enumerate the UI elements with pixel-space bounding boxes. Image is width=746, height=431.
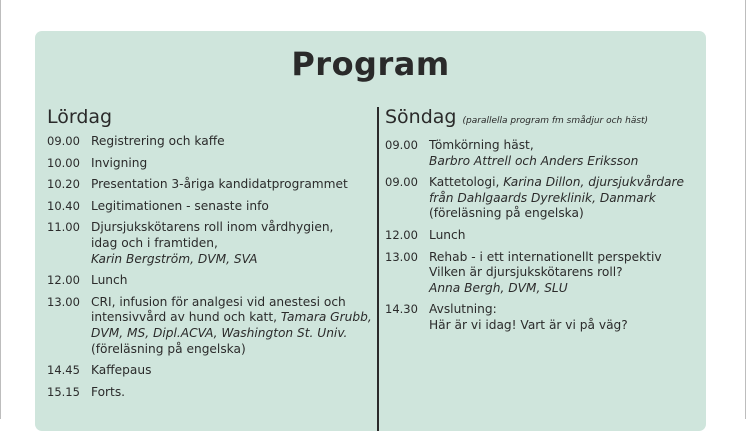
schedule-description (429, 138, 703, 169)
description-line (429, 206, 703, 222)
schedule-description (91, 295, 372, 357)
schedule-time: 15.15 (47, 384, 80, 399)
schedule-description (91, 220, 367, 267)
description-text: Lunch (91, 273, 128, 288)
description-line (91, 199, 367, 215)
saturday-column (47, 105, 372, 406)
description-text: Presentation 3-åriga kandidatprogrammet (91, 177, 348, 192)
description-text: Anna Bergh, DVM, SLU (429, 280, 568, 295)
page-border-left (0, 0, 1, 419)
description-text: Forts. (91, 384, 126, 399)
description-line (91, 236, 367, 252)
schedule-time: 13.00 (385, 249, 418, 264)
description-line (429, 175, 703, 191)
program-title: Program (291, 45, 450, 83)
description-text: Avslutning: (429, 302, 497, 317)
schedule-item (47, 220, 367, 267)
description-line (91, 363, 367, 379)
description-line (91, 342, 372, 358)
description-line (91, 310, 372, 326)
schedule-item (47, 199, 367, 215)
schedule-time: 12.00 (47, 273, 80, 288)
description-line (91, 252, 367, 268)
schedule-item (385, 175, 703, 222)
description-text: Kaffepaus (91, 363, 152, 378)
schedule-description (91, 385, 367, 401)
schedule-description (91, 363, 367, 379)
schedule-item (47, 385, 367, 401)
description-line (429, 154, 703, 170)
sunday-column (385, 105, 703, 340)
schedule-description (429, 175, 703, 222)
saturday-schedule (47, 134, 372, 400)
sunday-heading: Söndag (385, 106, 457, 128)
sunday-heading-row (385, 105, 703, 133)
description-text: från Dahlgaards Dyreklinik, Danmark (429, 190, 656, 205)
description-text: Registrering och kaffe (91, 134, 225, 148)
description-text: Legitimationen - senaste info (91, 198, 269, 213)
schedule-description (91, 199, 367, 215)
description-line (91, 134, 367, 150)
description-line (429, 281, 703, 297)
schedule-time: 12.00 (385, 227, 418, 242)
schedule-item (47, 134, 367, 150)
description-line (91, 177, 367, 193)
sunday-schedule (385, 138, 703, 334)
description-text: (föreläsning på engelska) (429, 206, 584, 221)
description-line (429, 138, 703, 154)
description-line (429, 250, 703, 266)
program-panel (35, 31, 706, 431)
schedule-item (385, 228, 703, 244)
description-line (429, 228, 703, 244)
schedule-time: 14.45 (47, 363, 80, 378)
description-text: Lunch (429, 227, 466, 242)
schedule-time: 09.00 (385, 175, 418, 190)
description-line (429, 265, 703, 281)
description-text: Kattetologi, (429, 175, 504, 190)
schedule-item (385, 302, 703, 333)
schedule-time: 09.00 (385, 138, 418, 152)
schedule-item (385, 138, 703, 169)
schedule-item (47, 294, 372, 357)
description-text: CRI, infusion för analgesi vid anestesi och (91, 294, 346, 309)
description-text: Karin Bergström, DVM, SVA (91, 251, 258, 266)
schedule-time: 10.20 (47, 177, 80, 192)
schedule-description (429, 250, 703, 297)
description-line (91, 156, 367, 172)
schedule-time: 14.30 (385, 302, 418, 317)
schedule-time: 11.00 (47, 220, 80, 235)
schedule-item (385, 250, 703, 297)
schedule-item (47, 177, 367, 193)
description-text: Rehab - i ett internationellt perspektiv (429, 249, 662, 264)
description-text: (föreläsning på engelska) (91, 341, 246, 356)
schedule-description (91, 134, 367, 150)
schedule-description (91, 177, 367, 193)
schedule-item (47, 273, 367, 289)
schedule-description (91, 156, 367, 172)
schedule-item (47, 363, 367, 379)
description-text: Djursjukskötarens roll inom vårdhygien, (91, 220, 334, 235)
description-text: Barbro Attrell och Anders Eriksson (429, 153, 639, 168)
description-line (91, 326, 372, 342)
schedule-time: 09.00 (47, 134, 80, 148)
schedule-time: 10.40 (47, 198, 80, 213)
description-line (429, 302, 703, 318)
description-text: intensivvård av hund och katt, (91, 310, 281, 325)
description-text: DVM, MS, Dipl.ACVA, Washington St. Univ. (91, 325, 348, 340)
schedule-description (91, 273, 367, 289)
saturday-heading: Lördag (47, 106, 113, 128)
description-text: idag och i framtiden, (91, 235, 218, 250)
description-line (91, 220, 367, 236)
description-line (429, 318, 703, 334)
schedule-description (429, 228, 703, 244)
schedule-item (47, 156, 367, 172)
description-text: Tömkörning häst, (429, 138, 534, 152)
column-divider (377, 107, 379, 431)
description-line (429, 191, 703, 207)
schedule-time: 10.00 (47, 155, 80, 170)
description-text: Vilken är djursjukskötarens roll? (429, 265, 623, 280)
schedule-time: 13.00 (47, 294, 80, 309)
description-line (91, 273, 367, 289)
description-line (91, 385, 367, 401)
description-line (91, 295, 372, 311)
description-text: Invigning (91, 155, 148, 170)
sunday-note: (parallella program fm smådjur och häst) (462, 116, 649, 126)
speaker-name: Tamara Grubb, (280, 310, 372, 325)
description-text: Här är vi idag! Vart är vi på väg? (429, 317, 628, 332)
speaker-name: Karina Dillon, djursjukvårdare (503, 175, 684, 190)
schedule-description (429, 302, 703, 333)
